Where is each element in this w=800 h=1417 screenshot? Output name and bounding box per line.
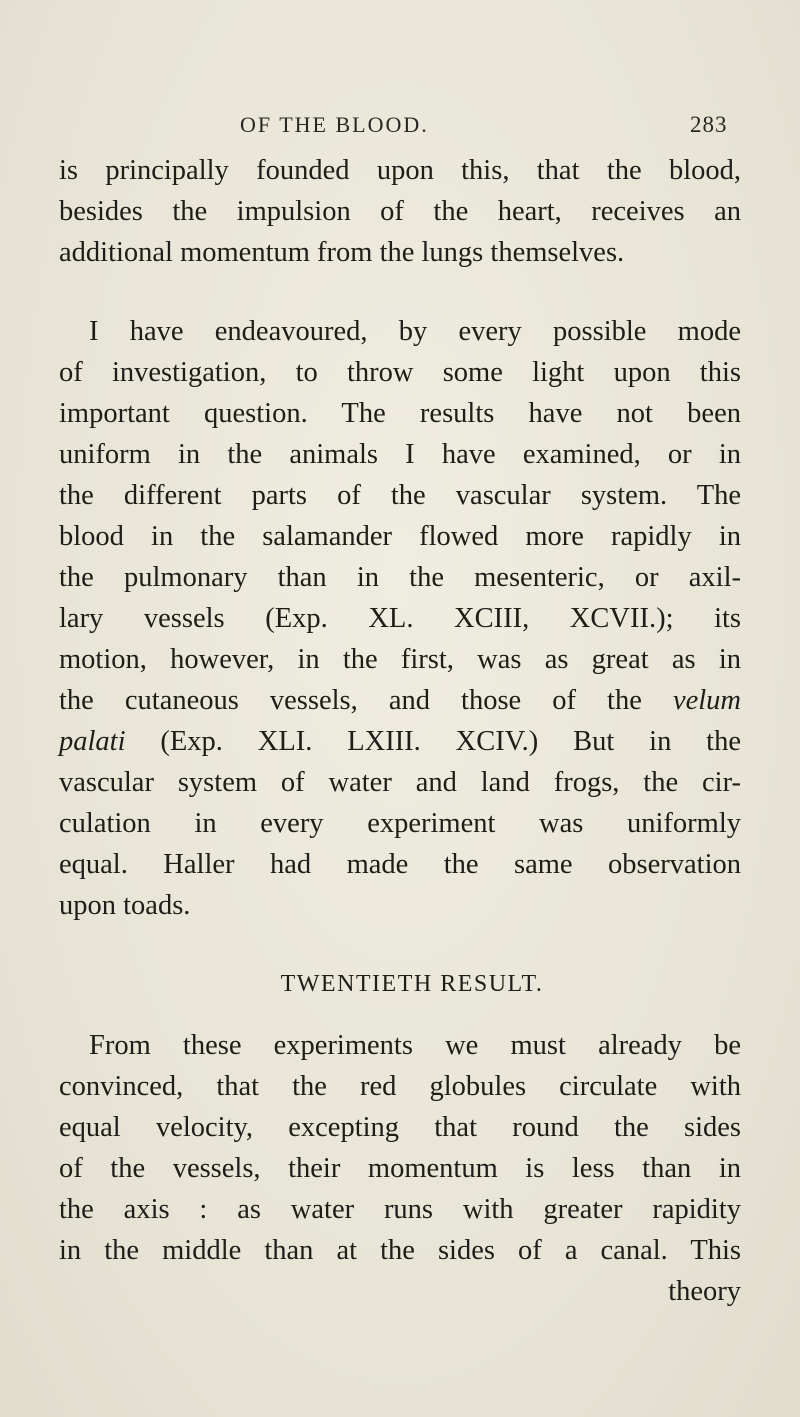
running-title: OF THE BLOOD. [240, 112, 429, 137]
text-line: I have endeavoured, by every possible mode [89, 316, 741, 347]
text-line: of the vessels, their momentum is less than in [59, 1153, 741, 1184]
text-line: the pulmonary than in the mesenteric, or axil- [59, 562, 741, 593]
text-line: equal. Haller had made the same observation [59, 849, 741, 880]
body-text [59, 150, 741, 1312]
text-line: palati (Exp. XLI. LXIII. XCIV.) But in the [59, 726, 741, 757]
text-line: additional momentum from the lungs themselves. [59, 237, 625, 268]
text-line: in the middle than at the sides of a canal. This [59, 1235, 741, 1266]
text-line: From these experiments we must already be [89, 1030, 741, 1061]
text-line: convinced, that the red globules circulate with [59, 1071, 741, 1102]
text-line: motion, however, in the first, was as great as in [59, 644, 741, 675]
text-line: upon toads. [59, 890, 191, 921]
text-line: blood in the salamander flowed more rapidly in [59, 521, 741, 552]
text-line: besides the impulsion of the heart, receives an [59, 196, 741, 227]
text-line: important question. The results have not been [59, 398, 741, 429]
text-line: vascular system of water and land frogs, the cir- [59, 767, 741, 798]
text-line: lary vessels (Exp. XL. XCIII, XCVII.); its [59, 603, 741, 634]
catchword: theory [668, 1276, 741, 1307]
running-head [0, 112, 800, 152]
paragraph-2 [59, 311, 741, 926]
text-line: the cutaneous vessels, and those of the velum [59, 685, 741, 716]
text-line: is principally founded upon this, that the blood, [59, 155, 741, 186]
paragraph-3 [59, 1025, 741, 1271]
text-line: uniform in the animals I have examined, or in [59, 439, 741, 470]
page-number: 283 [690, 112, 728, 137]
text-line: culation in every experiment was uniformly [59, 808, 741, 839]
section-heading: TWENTIETH RESULT. [280, 971, 544, 997]
text-line: the different parts of the vascular system. The [59, 480, 741, 511]
text-line: of investigation, to throw some light upon this [59, 357, 741, 388]
text-line: the axis : as water runs with greater rapidity [59, 1194, 741, 1225]
text-line: equal velocity, excepting that round the sides [59, 1112, 741, 1143]
paragraph-1 [59, 150, 741, 273]
